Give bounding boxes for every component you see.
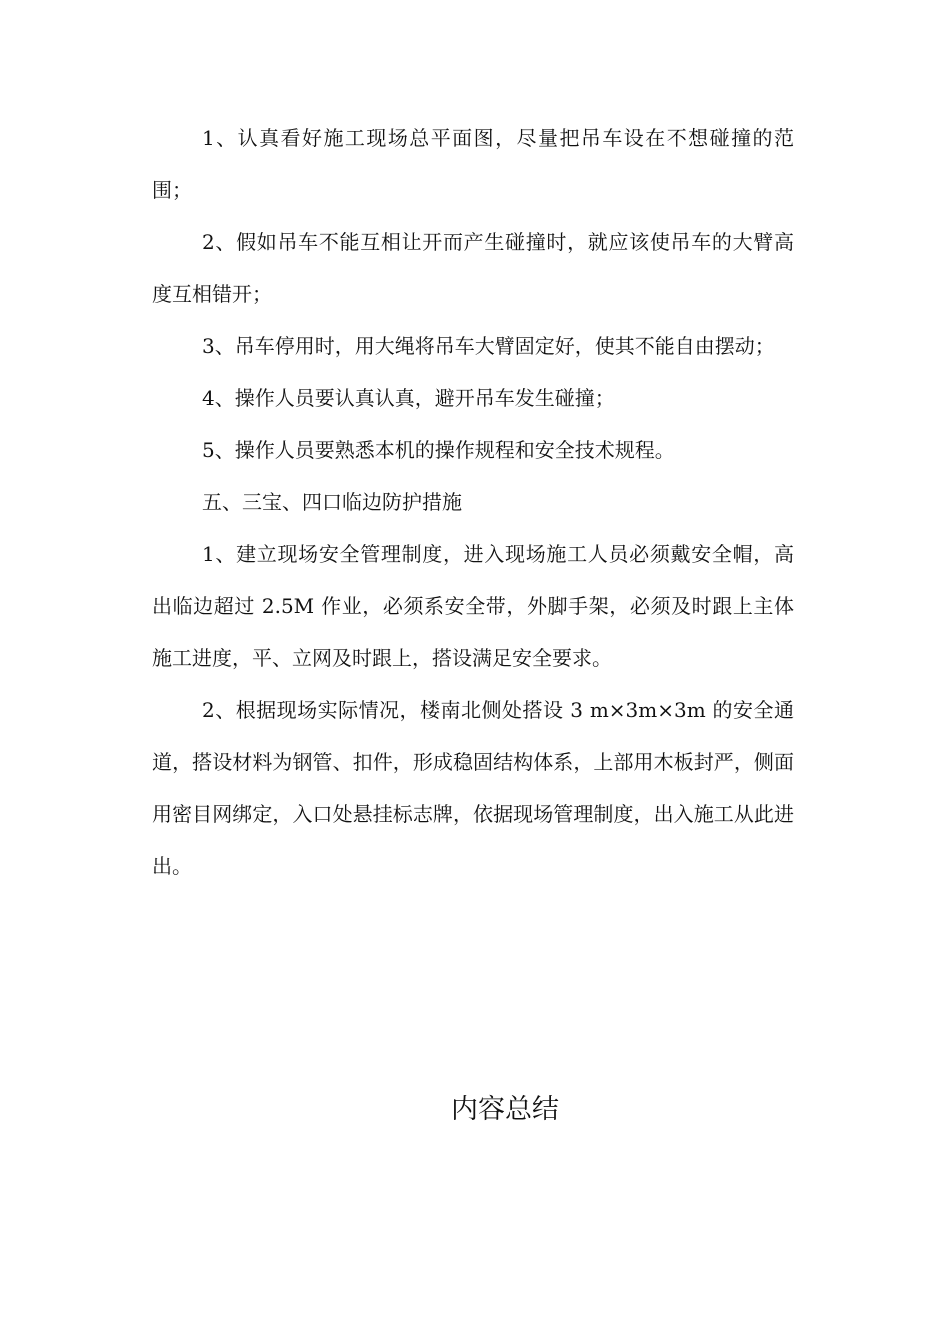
document-body (152, 112, 794, 892)
paragraph-crane-4: 4、操作人员要认真认真，避开吊车发生碰撞； (202, 386, 615, 410)
paragraph-crane-2: 2、假如吊车不能互相让开而产生碰撞时，就应该使吊车的大臂高度互相错开； (152, 230, 794, 306)
section-heading-protection: 五、三宝、四口临边防护措施 (202, 490, 462, 514)
summary-title: 内容总结 (451, 1094, 559, 1125)
paragraph-crane-1: 1、认真看好施工现场总平面图，尽量把吊车设在不想碰撞的范围； (152, 126, 794, 202)
paragraph-crane-3: 3、吊车停用时，用大绳将吊车大臂固定好，使其不能自由摆动； (202, 334, 775, 358)
paragraph-protection-1: 1、建立现场安全管理制度，进入现场施工人员必须戴安全帽，高出临边超过 2.5M 作业，必须系安全带，外脚手架，必须及时跟上主体施工进度，平、立网及时跟上，搭设满足安全要求。 (152, 542, 794, 670)
paragraph-crane-5: 5、操作人员要熟悉本机的操作规程和安全技术规程。 (202, 438, 675, 462)
paragraph-protection-2: 2、根据现场实际情况，楼南北侧处搭设 3 m×3m×3m 的安全通道，搭设材料为钢管、扣件，形成稳固结构体系，上部用木板封严，侧面用密目网绑定，入口处悬挂标志牌，依据现场管理制度，出入施工从此进出。 (152, 698, 794, 878)
